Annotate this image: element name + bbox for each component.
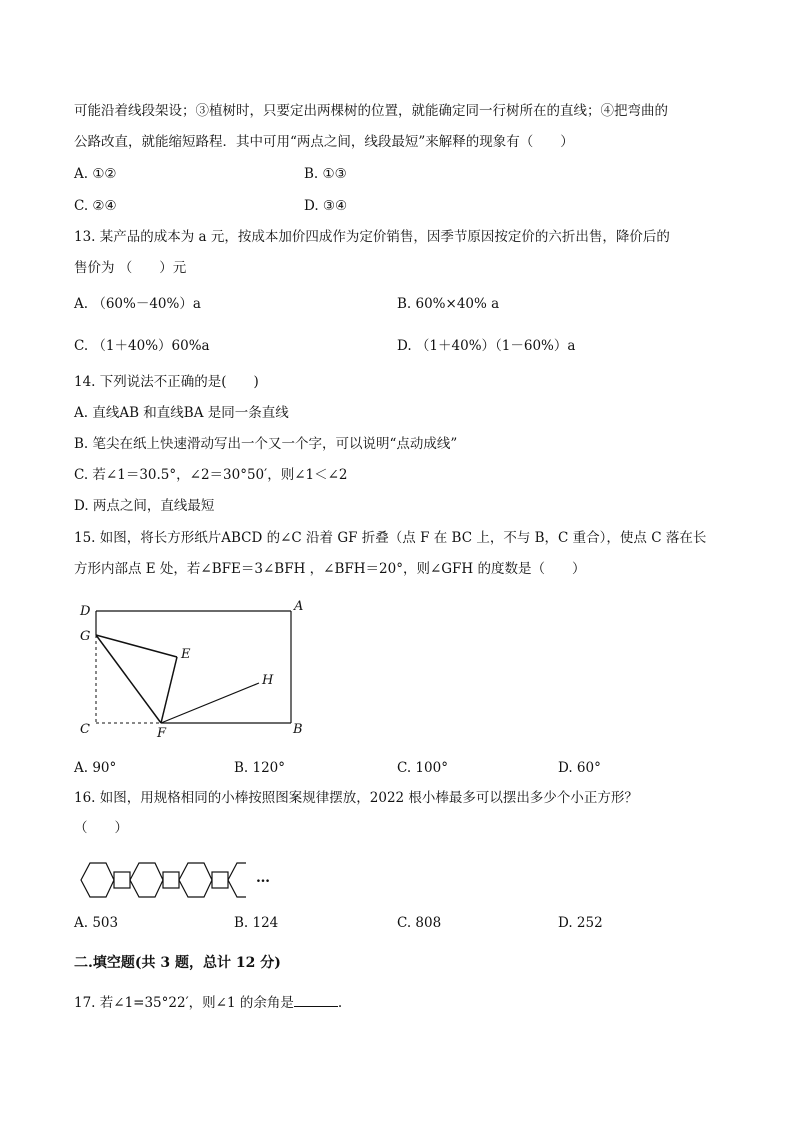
label-h: H	[262, 673, 274, 688]
q17-period: .	[337, 995, 343, 1011]
hexagon-3	[179, 863, 212, 897]
partial-hexagon-top	[228, 863, 246, 880]
q16-stick-pattern-figure	[76, 855, 286, 905]
q14-stem: 14. 下列说法不正确的是( )	[74, 374, 259, 390]
q14-option-d[interactable]: D. 两点之间，直线最短	[74, 498, 215, 514]
q16-option-c[interactable]: C. 808	[397, 915, 442, 931]
q14-option-b[interactable]: B. 笔尖在纸上快速滑动写出一个又一个字，可以说明“点动成线”	[74, 436, 458, 452]
q15-option-a[interactable]: A. 90°	[74, 760, 117, 776]
q15-text-line2: 方形内部点 E 处，若∠BFE＝3∠BFH ，∠BFH＝20°，则∠GFH 的度数是（ ）	[74, 561, 586, 577]
q16-option-b[interactable]: B. 124	[234, 915, 279, 931]
label-f: F	[157, 726, 167, 741]
hexagon-2	[130, 863, 163, 897]
square-3	[212, 872, 228, 888]
q12-text-line2: 公路改直，就能缩短路程．其中可用“两点之间，线段最短”来解释的现象有（ ）	[74, 134, 574, 150]
q16-option-a[interactable]: A. 503	[74, 915, 119, 931]
q17-line	[74, 993, 342, 1013]
segment-ef	[161, 657, 177, 723]
q12-option-b[interactable]: B. ①③	[304, 166, 347, 182]
partial-hexagon-bottom	[228, 880, 246, 897]
q16-option-d[interactable]: D. 252	[558, 915, 603, 931]
q15-text-line1: 15. 如图，将长方形纸片ABCD 的∠C 沿着 GF 折叠（点 F 在 BC 上，不与 B，C 重合），使点 C 落在长	[74, 530, 707, 546]
q13-option-d[interactable]: D. （1＋40%）（1－60%）a	[397, 338, 576, 354]
q15-option-d[interactable]: D. 60°	[558, 760, 601, 776]
q14-option-a[interactable]: A. 直线AB 和直线BA 是同一条直线	[74, 405, 289, 421]
q17-text: 17. 若∠1=35°22′，则∠1 的余角是	[74, 995, 294, 1011]
label-c: C	[80, 722, 90, 737]
q12-text-line1: 可能沿着线段架设；③植树时，只要定出两棵树的位置，就能确定同一行树所在的直线；④把弯曲的	[74, 103, 668, 119]
q12-option-d[interactable]: D. ③④	[304, 198, 348, 214]
label-b: B	[293, 722, 303, 737]
fold-line-gf	[96, 635, 161, 723]
label-e: E	[181, 647, 191, 662]
q15-rectangle-fold-figure	[74, 598, 334, 748]
section-2-title: 二.填空题(共 3 题，总计 12 分)	[74, 955, 281, 971]
label-a: A	[294, 599, 304, 614]
q12-option-c[interactable]: C. ②④	[74, 198, 117, 214]
label-d: D	[80, 604, 91, 619]
segment-fh	[161, 683, 259, 723]
q13-text-line2: 售价为 （ ）元	[74, 260, 187, 276]
q13-text-line1: 13. 某产品的成本为 a 元，按成本加价四成作为定价销售，因季节原因按定价的六折出售，降价后的	[74, 229, 670, 245]
hexagon-1	[81, 863, 114, 897]
q12-option-a[interactable]: A. ①②	[74, 166, 117, 182]
square-1	[114, 872, 130, 888]
q13-option-c[interactable]: C. （1＋40%）60%a	[74, 338, 210, 354]
q14-option-c[interactable]: C. 若∠1＝30.5°，∠2＝30°50′，则∠1＜∠2	[74, 467, 348, 483]
segment-ge	[96, 635, 177, 657]
q16-text-line1: 16. 如图，用规格相同的小棒按照图案规律摆放，2022 根小棒最多可以摆出多少个小正方形？	[74, 790, 638, 806]
q13-option-a[interactable]: A. （60%－40%）a	[74, 296, 201, 312]
q16-text-line2: （ ）	[74, 820, 128, 836]
q17-answer-blank[interactable]	[294, 994, 338, 1007]
label-g: G	[80, 629, 91, 644]
q13-option-b[interactable]: B. 60%×40% a	[397, 296, 500, 312]
square-2	[163, 872, 179, 888]
q15-option-b[interactable]: B. 120°	[234, 760, 286, 776]
q15-option-c[interactable]: C. 100°	[397, 760, 448, 776]
ellipsis-text: …	[256, 870, 270, 886]
